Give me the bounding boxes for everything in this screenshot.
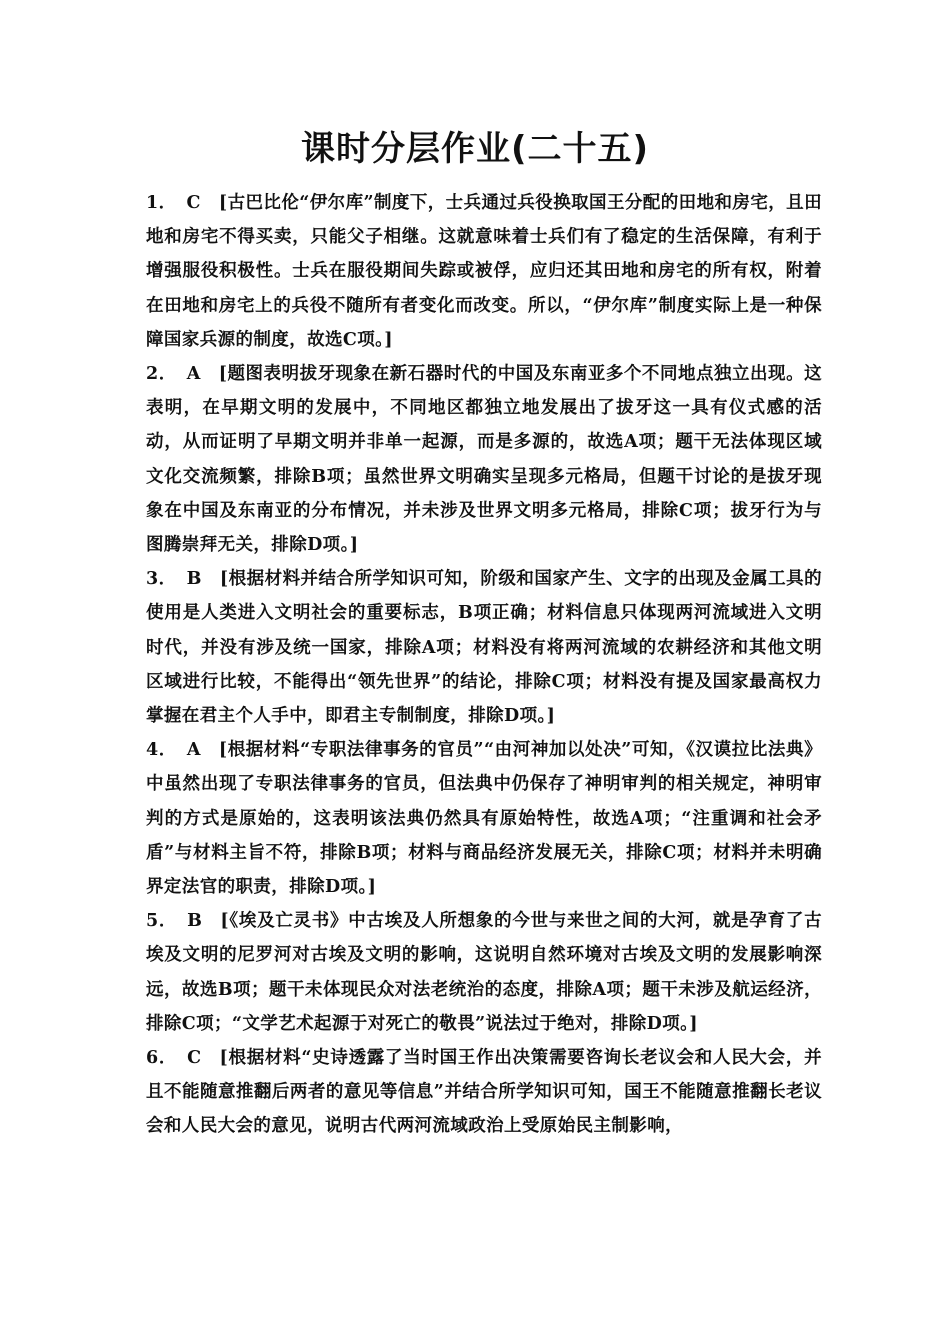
answer-item bbox=[146, 904, 822, 1041]
answer-choice: A bbox=[186, 364, 201, 385]
answer-list bbox=[146, 186, 822, 1144]
answer-number: 2． bbox=[146, 364, 177, 385]
answer-number: 5． bbox=[146, 911, 178, 932]
answer-explanation: [古巴比伦“伊尔库”制度下，士兵通过兵役换取国王分配的田地和房宅，且田地和房宅不得买卖，只能父子相继。这就意味着士兵们有了稳定的生活保障，有利于增强服役积极性。士兵在服役期间失踪或被俘，应归还其田地和房宅的所有权，附着在田地和房宅上的兵役不随所有者变化而改变。所以，“伊尔库”制度实际上是一种保障国家兵源的制度，故选C项。] bbox=[146, 193, 822, 350]
answer-item bbox=[146, 733, 822, 904]
answer-explanation: [题图表明拔牙现象在新石器时代的中国及东南亚多个不同地点独立出现。这表明，在早期文明的发展中，不同地区都独立地发展出了拔牙这一具有仪式感的活动，从而证明了早期文明并非单一起源，而是多源的，故选A项；题干无法体现区域文化交流频繁，排除B项；虽然世界文明确实呈现多元格局，但题干讨论的是拔牙现象在中国及东南亚的分布情况，并未涉及世界文明多元格局，排除C项；拔牙行为与图腾崇拜无关，排除D项。] bbox=[146, 364, 822, 556]
answer-choice: C bbox=[187, 1048, 202, 1069]
answer-choice: C bbox=[186, 193, 201, 213]
answer-item bbox=[146, 357, 822, 562]
answer-choice: A bbox=[186, 740, 201, 761]
answer-number: 6． bbox=[146, 1048, 178, 1069]
answer-number: 3． bbox=[146, 569, 177, 590]
answer-explanation: [根据材料并结合所学知识可知，阶级和国家产生、文字的出现及金属工具的使用是人类进入文明社会的重要标志，B项正确；材料信息只体现两河流域进入文明时代，并没有涉及统一国家，排除A项；材料没有将两河流域的农耕经济和其他文明区域进行比较，不能得出“领先世界”的结论，排除C项；材料没有提及国家最高权力掌握在君主个人手中，即君主专制制度，排除D项。] bbox=[146, 569, 822, 727]
answer-explanation: [《埃及亡灵书》中古埃及人所想象的今世与来世之间的大河，就是孕育了古埃及文明的尼罗河对古埃及文明的影响，这说明自然环境对古埃及文明的发展影响深远，故选B项；题干未体现民众对法老统治的态度，排除A项；题干未涉及航运经济，排除C项；“文学艺术起源于对死亡的敬畏”说法过于绝对，排除D项。] bbox=[146, 911, 822, 1034]
page-title: 课时分层作业(二十五) bbox=[300, 129, 650, 169]
answer-number: 4． bbox=[146, 740, 177, 761]
answer-explanation: [根据材料“专职法律事务的官员”“由河神加以处决”可知，《汉谟拉比法典》中虽然出现了专职法律事务的官员，但法典中仍保存了神明审判的相关规定，神明审判的方式是原始的，这表明该法典仍然具有原始特性，故选A项；“注重调和社会矛盾”与材料主旨不符，排除B项；材料与商品经济发展无关，排除C项；材料并未明确界定法官的职责，排除D项。] bbox=[146, 740, 822, 898]
answer-number: 1． bbox=[146, 193, 177, 213]
answer-item bbox=[146, 186, 822, 357]
answer-choice: B bbox=[186, 569, 202, 590]
answer-explanation: [根据材料“史诗透露了当时国王作出决策需要咨询长老议会和人民大会，并且不能随意推翻后两者的意见等信息”并结合所学知识可知，国王不能随意推翻长老议会和人民大会的意见，说明古代两河流域政治上受原始民主制影响， bbox=[146, 1048, 822, 1137]
answer-item bbox=[146, 562, 822, 733]
answer-item bbox=[146, 1041, 822, 1144]
answer-choice: B bbox=[187, 911, 203, 932]
